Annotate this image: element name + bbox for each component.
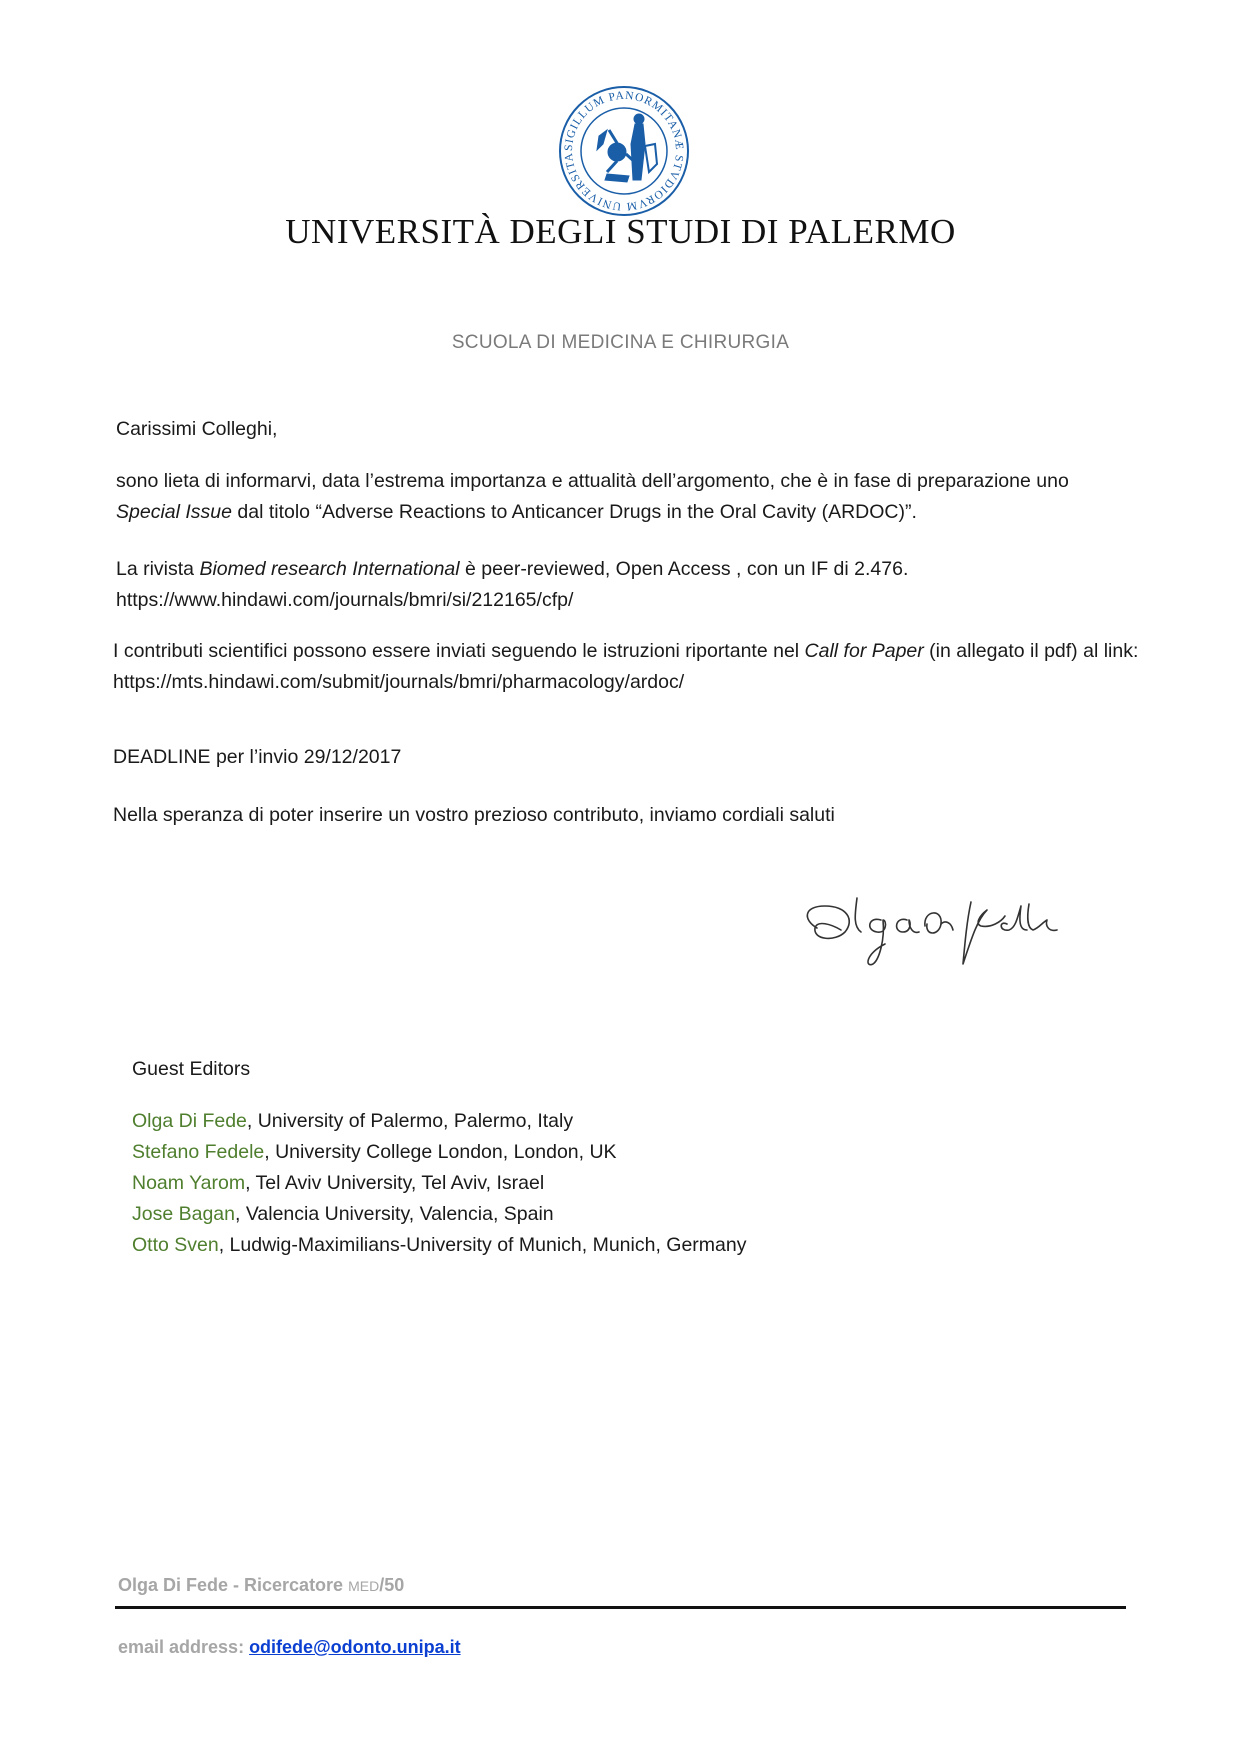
deadline: DEADLINE per l’invio 29/12/2017	[113, 746, 402, 768]
guest-editors-list	[132, 1106, 746, 1261]
paragraph-announcement-text-b: dal titolo “Adverse Reactions to Anticancer Drugs in the Oral Cavity (ARDOC)”.	[231, 501, 917, 523]
editor-affiliation: , University College London, London, UK	[264, 1141, 617, 1163]
paragraph-submission	[113, 636, 1143, 698]
editor-name: Otto Sven	[132, 1234, 219, 1256]
editor-name: Jose Bagan	[132, 1203, 235, 1225]
editor-item	[132, 1137, 746, 1168]
school-name: SCUOLA DI MEDICINA E CHIRURGIA	[451, 332, 790, 353]
greeting: Carissimi Colleghi,	[116, 418, 278, 440]
footer-author	[118, 1575, 404, 1596]
paragraph-journal-text-b: è peer-reviewed, Open Access , con un IF di 2.476.	[459, 558, 909, 580]
editor-name: Stefano Fedele	[132, 1141, 265, 1163]
paragraph-journal-text-a: La rivista	[116, 558, 200, 580]
svg-text:SIGILLUM PANORMITANÆ STVDIORVM: SIGILLUM PANORMITANÆ STVDIORVM UNIVERSITA	[562, 89, 686, 213]
editor-item	[132, 1106, 746, 1137]
special-issue-term: Special Issue	[116, 501, 232, 523]
editor-item	[132, 1230, 746, 1261]
paragraph-announcement	[116, 466, 1136, 528]
handwritten-signature	[795, 880, 1085, 980]
email-link[interactable]: odifede@odonto.unipa.it	[249, 1637, 461, 1657]
footer-divider	[115, 1606, 1126, 1609]
journal-url: https://www.hindawi.com/journals/bmri/si/212165/cfp/	[116, 589, 574, 611]
university-name: UNIVERSITÀ DEGLI STUDI DI PALERMO	[285, 212, 956, 251]
editor-name: Noam Yarom	[132, 1172, 246, 1194]
guest-editors-heading: Guest Editors	[132, 1058, 251, 1080]
call-for-paper-term: Call for Paper	[804, 640, 924, 662]
editor-affiliation: , University of Palermo, Palermo, Italy	[246, 1110, 574, 1132]
editor-affiliation: , Tel Aviv University, Tel Aviv, Israel	[245, 1172, 545, 1194]
editor-affiliation: , Ludwig-Maximilians-University of Munich, Munich, Germany	[218, 1234, 747, 1256]
paragraph-submission-text-a: I contributi scientifici possono essere inviati seguendo le istruzioni riportante nel	[113, 640, 805, 662]
university-seal-icon	[557, 84, 691, 218]
journal-name: Biomed research International	[199, 558, 460, 580]
footer-author-role: Olga Di Fede - Ricercatore	[118, 1575, 349, 1595]
footer-med-code: MED	[348, 1578, 380, 1594]
editor-name: Olga Di Fede	[132, 1110, 247, 1132]
paragraph-announcement-text-a: sono lieta di informarvi, data l’estrema importanza e attualità dell’argomento, che è in fase di preparazione uno	[116, 470, 1069, 492]
paragraph-journal	[116, 554, 1136, 616]
closing: Nella speranza di poter inserire un vostro prezioso contributo, inviamo cordiali saluti	[113, 804, 835, 826]
editor-item	[132, 1199, 746, 1230]
editor-affiliation: , Valencia University, Valencia, Spain	[235, 1203, 554, 1225]
footer-email	[118, 1637, 461, 1658]
editor-item	[132, 1168, 746, 1199]
footer-med-number: /50	[379, 1575, 405, 1595]
paragraph-submission-text-b: (in allegato il pdf) al link: https://mts.hindawi.com/submit/journals/bmri/pharmacology/ardoc/	[113, 640, 1139, 693]
footer-email-label: email address:	[118, 1637, 250, 1657]
